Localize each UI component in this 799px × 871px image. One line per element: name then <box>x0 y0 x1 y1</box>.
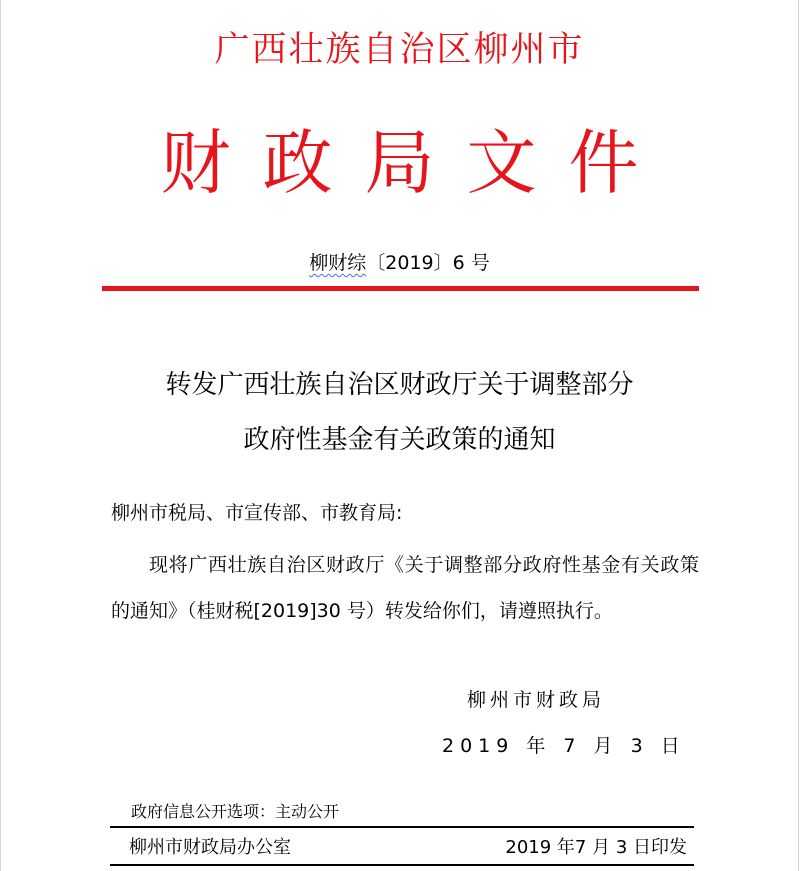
document-title-line-2: 政府性基金有关政策的通知 <box>243 425 556 455</box>
footer-top-rule <box>110 826 694 828</box>
signature-date: 2019 年 7 月 3 日 <box>442 735 686 757</box>
disclosure-option: 政府信息公开选项：主动公开 <box>131 802 340 821</box>
document-type-heading: 财政局文件 <box>160 122 671 204</box>
document-number <box>0 250 799 276</box>
issuer-heading: 广西壮族自治区柳州市 <box>214 30 585 70</box>
document-number-prefix: 柳财综 <box>309 252 367 274</box>
footer-issuing-office: 柳州市财政局办公室 <box>129 837 291 858</box>
red-separator-line <box>102 286 699 291</box>
document-number-rest: 〔2019〕6 号 <box>366 252 490 274</box>
footer-issue-date: 2019 年7 月 3 日印发 <box>505 837 687 858</box>
document-title-line-1: 转发广西壮族自治区财政厅关于调整部分 <box>165 370 634 400</box>
document-title <box>0 358 799 468</box>
recipients: 柳州市税局、市宣传部、市教育局: <box>111 502 403 524</box>
signature-org: 柳州市财政局 <box>467 689 606 711</box>
body-paragraph: 现将广西壮族自治区财政厅《关于调整部分政府性基金有关政策的通知》（桂财税[2019]30 号）转发给你们，请遵照执行。 <box>111 554 699 622</box>
footer-bottom-rule <box>110 864 694 866</box>
